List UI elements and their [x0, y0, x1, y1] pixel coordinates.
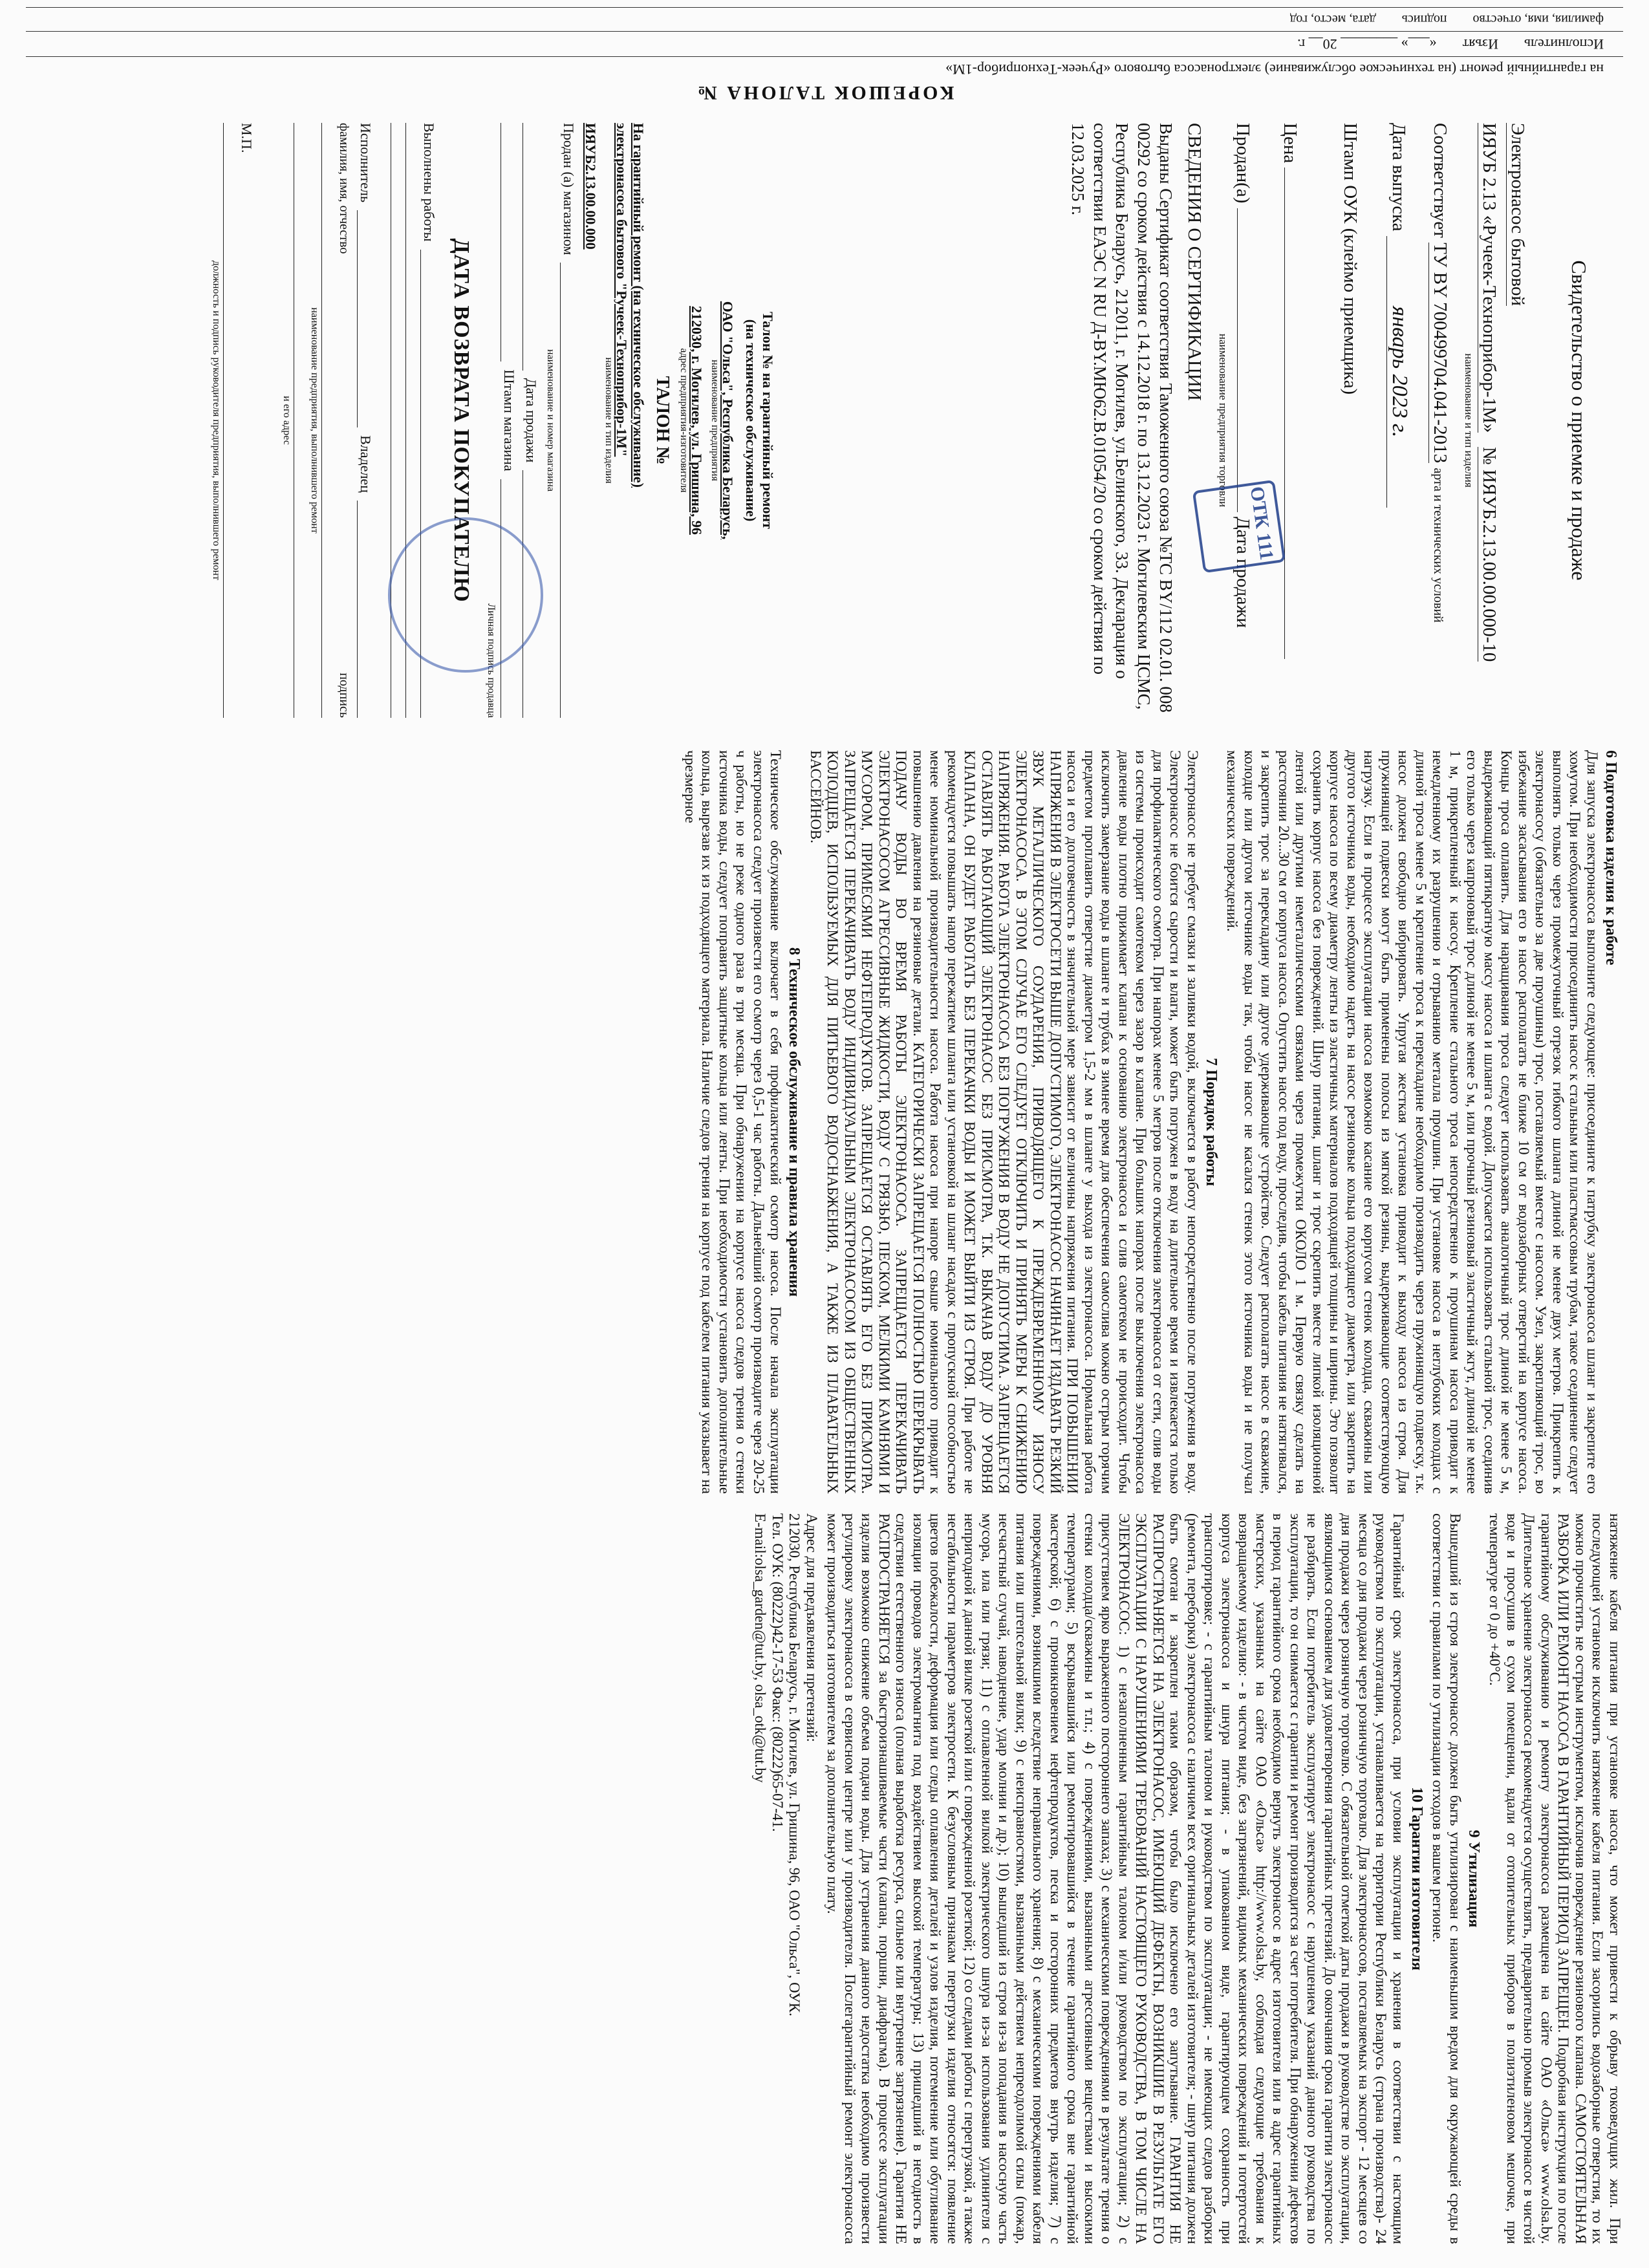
- coupon-head2: (на техническое обслуживание): [743, 319, 759, 522]
- section-9-title: 9 Утилизация: [1465, 1830, 1482, 1928]
- section-7-text: Электронасос не требует смазки и заливки водой, включается в работу непосредственно после погружения в воду. Электронасос не боится сырости и влаги, может быть погружен в воду на длительное время и извлекается только для профилактического осмотра. При напорах менее 5 метров после отключения электронасоса от сети, слив воды из системы происходит самотеком через зазор в клапане. При больших напорах после выключения электронасоса давление воды плотно прижимает клапан к основанию электронасоса и слив самотеком не происходит. Чтобы исключить замерзание воды в шланге и трубах в зимнее время для обеспечения самослива можно острым горячим предметом проплавить отверстие диаметром 1,5-2 мм в шланге у выхода из электронасоса. Нормальная работа насоса и его долговечность в значительной мере зависит от величины напряжения питания. ПРИ ПОВЫШЕНИИ НАПРЯЖЕНИЯ В ЭЛЕКТРОСЕТИ ВЫШЕ ДОПУСТИМОГО, ЭЛЕКТРОНАСОС НАЧИНАЕТ ИЗДАВАТЬ РЕЗКИЙ ЗВУК МЕТАЛЛИЧЕСКОГО СОУДАРЕНИЯ, ПРИВОДЯЩЕГО К ПРЕЖДЕВРЕМЕННОМУ ИЗНОСУ ЭЛЕКТРОНАСОСА. В ЭТОМ СЛУЧАЕ ЕГО СЛЕДУЕТ ОТКЛЮЧИТЬ И ПРИНЯТЬ МЕРЫ К СНИЖЕНИЮ НАПРЯЖЕНИЯ. РАБОТА ЭЛЕКТРОНАСОСА БЕЗ ПОГРУЖЕНИЯ В ВОДУ НЕ ДОПУСТИМА. ЗАПРЕЩАЕТСЯ ОСТАВЛЯТЬ РАБОТАЮЩИЙ ЭЛЕКТРОНАСОС БЕЗ ПРИСМОТРА, Т.К. ВЫКАЧАВ ВОДУ ДО УРОВНЯ КЛАПАНА, ОН БУДЕТ РАБОТАТЬ БЕЗ ПЕРЕКАЧКИ ВОДЫ И МОЖЕТ ВЫЙТИ ИЗ СТРОЯ. При работе не рекомендуется повышать напор пережатием шланга или установкой на шланг насадок с пропускной способностью менее номинальной производительности насоса. Работа насоса при напоре свыше номинального приводит к повышению давления на резиновые детали. КАТЕГОРИЧЕСКИ ЗАПРЕЩАЕТСЯ ПОЛНОСТЬЮ ПЕРЕКРЫВАТЬ ПОДАЧУ ВОДЫ ВО ВРЕМЯ РАБОТЫ ЭЛЕКТРОНАСОСА. ЗАПРЕЩАЕТСЯ ПЕРЕКАЧИВАТЬ ЭЛЕКТРОНАСОСОМ АГРЕССИВНЫЕ ЖИДКОСТИ, ВОДУ С ГРЯЗЬЮ, ПЕСКОМ, МЕЛКИМИ КАМНЯМИ И МУСОРОМ, ПРИМЕСЯМИ НЕФТЕПРОДУКТОВ. ЗАПРЕЩАЕТСЯ ОСТАВЛЯТЬ ЕГО БЕЗ ПРИСМОТРА. ЗАПРЕЩАЕТСЯ ПЕРЕКАЧИВАТЬ ВОДУ ИНДИВИДУАЛЬНЫМ ЭЛЕКТРОНАСОСОМ ИЗ ОБЩЕСТВЕННЫХ КОЛОДЦЕВ, ИСПОЛЬЗУЕМЫХ ДЛЯ ПИТЬЕВОГО ВОДОСНАБЖЕНИЯ, А ТАКЖЕ ИЗ ПЛАВАТЕЛЬНЫХ БАССЕЙНОВ.: [808, 750, 1201, 1494]
- stub-signature-caption: подпись: [1401, 12, 1447, 27]
- model-line: [1478, 123, 1500, 718]
- right-panel: [26, 1513, 1623, 2244]
- stub-line: [26, 7, 1623, 31]
- coupon-sold-label: Продан (а) магазином: [561, 123, 577, 255]
- section-6-text: Для запуска электронасоса выполните следующее: присоедините к патрубку электронасоса шланг и закрепите его хомутом. При необходимости присоединить насос к стальным или пластмассовым трубам, такое соединение следует выполнять только через промежуточный отрезок гибкого шланга длиной не менее двух метров. Прикрепить к электронасосу (обязательно за две проушины) трос, поставляемый вместе с насосом. Узел, закрепляющий трос, во избежание засасывания его в насос располагать не ближе 10 см от водозаборных отверстий на корпусе насоса. Концы троса оплавить. Для наращивания троса следует использовать аналогичный трос длиной не менее 5 м, выдерживающий пятикратную массу насоса и шланга с водой. Допускается использовать стальной трос, соединив его только через капроновый трос длиной не менее 5 м, или прочный резиновый эластичный жгут, длиной не менее 1 м, прикрепленный к насосу. Крепление стального троса непосредственно к проушинам насоса приводит к немедленному их разрушению и отрыванию металла проушин. При установке насоса в неглубоких колодцах с длиной троса менее 5 м крепление троса к перекладине необходимо производить через пружинящую подвеску, т.к. насос должен свободно вибрировать. Упругая жесткая установка приводит к выходу насоса из строя. Для пружинящей подвески могут быть применены полосы из мягкой резины, выдерживающие соответствующую нагрузку. Если в процессе эксплуатации насоса возможно касание его корпусом стенок колодца, скважины или другого источника воды, необходимо надеть на насос резиновые кольца подходящего диаметра, или закрепить на корпусе насоса по всему диаметру ленты из эластичных материалов подходящей толщины и ширины. Это позволит сохранить корпус насоса без повреждений. Шнур питания, шланг и трос скрепить вместе липкой изоляционной лентой или другими неметаллическими связками через промежутки ОКОЛО 1 м. Первую связку сделать на расстоянии 20...30 см от корпуса насоса. Опустить насос под воду, проследив, чтобы кабель питания не натягивался, и закрепить трос за перекладину или другое удерживающее устройство. Следует располагать насос в скважине, колодце или другом источнике воды так, чтобы насос не касался стенок этого источника воды и не получал механических повреждений.: [1224, 750, 1600, 1494]
- coupon-address-caption2: и его адрес: [281, 396, 292, 445]
- release-line: [1386, 123, 1412, 718]
- stub-purpose: на гарантийный ремонт (на техническое обслуживание) электронасоса бытового «Ручеек-Техноприбор-1М»: [945, 61, 1604, 78]
- coupon-address: 212030, г. Могилев, ул. Гришина, 96: [689, 306, 705, 535]
- acceptance-certificate: [1067, 123, 1610, 718]
- stamp-line: [1339, 123, 1361, 718]
- coupon-sale-date-label: Дата продажи: [523, 378, 539, 463]
- section-9-text: Вышедший из строя электронасос должен быть утилизирован с наименьшим вредом для окружающей среды в соответствии с правилами по утилизации отходов в вашем регионе.: [1430, 1513, 1463, 2244]
- conforms-caption: арта и технических условий: [1431, 468, 1445, 623]
- claims-email[interactable]: E-mail:olsa_garden@tut.by, olsa_otk@tut.by: [752, 1513, 769, 1783]
- warranty-coupon: [32, 123, 776, 718]
- coupon-bottom-caption: должность и подпись руководителя предприятия, выполнившего ремонт: [211, 260, 222, 581]
- section-8-text: Техническое обслуживание включает в себя профилактический осмотр насоса. После начала эксплуатации электронасоса следует произвести его осмотр через 0,5-1 час работы. Дальнейший осмотр производите через 20-25 ч работы, но не реже одного раза в три месяца. При обнаружении на корпусе насоса следов трения о стенки источника воды, следует поправить защитные кольца или ленты. При необходимости установить дополнительные кольца, вырезав их из подходящего материала. Наличие следов трения на корпусе под кабелем питания указывает на чрезмерное: [682, 750, 784, 1494]
- coupon-executor-field: [357, 123, 374, 718]
- coupon-stub-rotated: [26, 0, 1623, 103]
- coupon-signature-caption: подпись: [337, 673, 351, 718]
- claims-address-title: Адрес для предъявления претензий:: [804, 1513, 820, 1742]
- model-name: ИЯУБ 2.13 «Ручеек-Техноприбор-1М»: [1479, 123, 1500, 433]
- coupon-purpose: На гарантийный ремонт (на техническое обслуживание): [630, 123, 647, 488]
- coupon-return-title: ДАТА ВОЗВРАТА ПОКУПАТЕЛЮ: [449, 238, 473, 603]
- stub-fio-caption: фамилия, имя, отчество: [1472, 12, 1604, 27]
- coupon-address-caption: адрес предприятия-изготовителя: [678, 348, 689, 493]
- stamp-label: Штамп ОУК (клеймо приемщика): [1340, 123, 1361, 395]
- section-10-text: Гарантийный срок электронасоса, при условии эксплуатации и хранения в соответствии с настоящим руководством по эксплуатации, устанавливается на территории Республики Беларусь (страна производства)- 24 месяца со дня продажи через розничную торговлю. Для электронасосов, поставляемых на экспорт - 12 месяцев со дня продажи через розничную торговлю. С обязательной отметкой даты продажи в руководстве по эксплуатации, являющимся основанием для удовлетворения гарантийных претензий. До окончания срока гарантии электронасос не разбирать. Если потребитель эксплуатирует электронасос с нарушением указаний данного руководства по эксплуатации, то он снимается с гарантии и ремонт производится за счет потребителя. При обнаружении дефектов в период гарантийного срока необходимо вернуть электронасос в адрес изготовителя или в адрес гарантийных мастерских, указанных на сайте ОАО «Ольса» http://www.olsa.by, соблюдая следующие требования к возвращаемому изделию: - в чистом виде, без загрязнений, видимых механических повреждений и потертостей корпуса электронасоса и шнура питания; - в упакованном виде, гарантирующем сохранность при транспортировке; - с гарантийным талоном и руководством по эксплуатации; - не имеющих следов разборки (ремонта, переборки) электронасоса с наличием всех оригинальных деталей изготовителя; - шнур питания должен быть смотан и закреплен таким образом, чтобы было исключено его запутывание. ГАРАНТИЯ НЕ РАСПРОСТРАНЯЕТСЯ НА ЭЛЕКТРОНАСОС, ИМЕЮЩИЙ ДЕФЕКТЫ, ВОЗНИКШИЕ В РЕЗУЛЬТАТЕ ЕГО ЭКСПЛУАТАЦИИ С НАРУШЕНИЯМИ ТРЕБОВАНИЙ НАСТОЯЩЕГО РУКОВОДСТВА, В ТОМ ЧИСЛЕ НА ЭЛЕКТРОНАСОС: 1) с незаполненным гарантийным талоном и/или руководством по эксплуатации; 2) с присутствием ярко выраженного постороннего запаха; 3) с механическими повреждениями в результате трения о стенки колодца/скважины и т.п.; 4) с повреждениями, вызванными агрессивными веществами и высокими температурами; 5) вскрывавшийся или ремонтировавшийся в течение гарантийного срока вне гарантийной мастерской; 6) с проникновением нефтепродуктов, песка и посторонних предметов внутрь изделия; 7) с повреждениями, возникшими вследствие неправильного хранения; 8) с механическими повреждениями кабеля питания или штепсельной вилки; 9) с неисправностями, вызванными действием непреодолимой силы (пожар, несчастный случай, наводнение, удар молнии и др.); 10) вышедший из строя из-за попадания в насосную часть мусора, ила или грязи; 11) с оплавленной вилкой электрического шнура из-за использования удлинителя с непригодной к данной вилке розеткой или с поврежденной розеткой; 12) со следами работы с перегрузкой, а также нестабильности параметров электросети. К безусловным признакам перегрузки изделия относятся: появление цветов побежалости, деформация или следы оплавления деталей и узлов изделия, потемнение или обугливание изоляции проводов электромагнита под воздействием высокой температуры; 13) пришедший в негодность в следствии естественного износа (полная выработка ресурса, сильное или внутреннее загрязнение). Гарантия НЕ РАСПРОСТРАНЯЕТСЯ за быстроизнашиваемые части (клапан, поршни, диафрагма). В процессе эксплуатации изделия возможно снижение объема подачи воды. Для устранения данного недостатка необходимо произвести регулировку электронасоса в сервисном центре или у производителя. Послегарантийный ремонт электронасоса может производиться изготовителем за дополнительную плату.: [824, 1513, 1406, 2244]
- section-10-title: 10 Гарантии изготовителя: [1408, 1787, 1425, 1971]
- otk-stamp: ОТК 111: [1192, 480, 1286, 574]
- coupon-fio-caption: фамилия, имя, отчество: [337, 123, 351, 254]
- stub-line: [26, 31, 1623, 56]
- coupon-captions-row: [336, 123, 352, 718]
- stub-date-label: «___» ________ 20__ г.: [1297, 36, 1437, 52]
- coupon-seller-caption: Личная подпись продавца: [486, 603, 497, 718]
- model-caption: наименование и тип изделия: [1463, 353, 1475, 488]
- coupon-done-label: Выполнены работы: [421, 123, 437, 242]
- coupon-product: электронасоса бытового "Ручеек-Техноприбор-1М": [614, 123, 630, 457]
- coupon-executor-label: Исполнитель: [358, 123, 374, 203]
- release-value: январь 2023 г.: [1386, 236, 1412, 508]
- middle-panel: [26, 750, 1623, 1494]
- section-8-title: 8 Техническое обслуживание и правила хранения: [786, 947, 803, 1297]
- stub-executor-label: Исполнитель: [1524, 36, 1604, 52]
- model-number: № ИЯУБ.2.13.00.00.000-10: [1479, 447, 1500, 662]
- price-label: Цена: [1280, 123, 1300, 164]
- coupon-org-caption: наименование предприятия: [709, 360, 720, 481]
- org-caption: наименование предприятия торговли: [1217, 333, 1229, 508]
- coupon-product-caption: наименование и тип изделия: [603, 357, 614, 484]
- section-6-title: 6 Подготовка изделия к работе: [1602, 750, 1619, 966]
- conforms-value: ТУ BY 700499704.041-2013: [1430, 243, 1450, 464]
- coupon-stub: [26, 0, 1623, 103]
- coupon-owner-label: Владелец: [358, 435, 374, 493]
- conforms-label: Соответствует: [1430, 123, 1450, 238]
- sale-date-label: Дата продажи: [1233, 516, 1253, 628]
- sold-label: Продан(а): [1233, 123, 1253, 204]
- shop-stamp-circle: [388, 517, 543, 673]
- coupon-code-caption: наименование и номер магазина: [545, 349, 556, 492]
- maintenance-continued-text: натяжение кабеля питания при установке насоса, что может привести к обрыву токоведущих жил. При последующей установке исключить натяжение кабеля питания. Если засорились водозаборные отверстия, то их можно прочистить не острым инструментом, исключив повреждение резинового клапана. САМОСТОЯТЕЛЬНАЯ РАЗБОРКА ИЛИ РЕМОНТ НАСОСА В ГАРАНТИЙНЫЙ ПЕРИОД ЗАПРЕЩЕН. Подробная инструкция по после гарантийному обслуживанию и ремонту электронасоса размещена на сайте ОАО «Ольса» www.olsa.by. Длительное хранение электронасоса рекомендуется осуществлять, предварительно промыв электронасос в чистой воде и просушив в сухом помещении, вдали от отопительных приборов в полиэтиленовом мешочке, при температуре от 0 до +40°С.: [1487, 1513, 1623, 2244]
- certificate-title: Свидетельство о приемке и продаже: [1568, 260, 1591, 581]
- release-label: Дата выпуска: [1388, 123, 1409, 232]
- cert-text: Выданы Сертификат соответствия Таможенного союза №ТС BY/112 02.01. 008 00292 со сроком действия с 14.12.2018 г. по 13.12.2023 г. Могилевским ЦСМС, Республика Беларусь, 212011, г. Могилев, ул.Белинского, 33. Декларация о соответствии ЕАЭС N RU Д-BY.МЮ62.В.01054/20 со сроком действия по 12.03.2025 г.: [1068, 123, 1176, 713]
- stub-place-caption: дата, место, год: [1289, 12, 1376, 27]
- cert-heading: СВЕДЕНИЯ О СЕРТИФИКАЦИИ: [1184, 123, 1205, 401]
- coupon-shop-stamp-label: Штамп магазина: [501, 369, 517, 471]
- coupon-org: ОАО "Ольса", Республика Беларусь,: [720, 301, 736, 540]
- claims-phone: Тел. ОУК: (80222)42-17-53 Факс: (80222)65-07-41.: [770, 1513, 786, 1832]
- sold-line: [1232, 123, 1253, 718]
- claims-address: 212030, Республика Беларусь, г. Могилев, ул. Гришина, 96, ОАО "Ольса", ОУК.: [786, 1513, 803, 2016]
- stub-title: КОРЕШОК ТАЛОНА №: [695, 82, 954, 103]
- coupon-sold-field: [560, 123, 577, 718]
- coupon-company-caption: наименование предприятия, выполнившего ремонт: [309, 307, 320, 534]
- coupon-code: ИЯУБ2.13.00.00.000: [583, 123, 599, 250]
- left-panel: [26, 0, 1623, 731]
- price-line: [1279, 123, 1300, 718]
- stub-taken-label: Изъят: [1462, 36, 1498, 52]
- conforms-line: [1428, 123, 1450, 718]
- coupon-talon: ТАЛОН №: [652, 376, 673, 465]
- section-7-title: 7 Порядок работы: [1203, 1057, 1220, 1187]
- product-name: Электронасос бытовой: [1507, 123, 1528, 306]
- coupon-head1: Талон № на гарантийный ремонт: [760, 312, 776, 529]
- coupon-mp: М.П.: [239, 123, 255, 153]
- stub-line: [26, 56, 1623, 81]
